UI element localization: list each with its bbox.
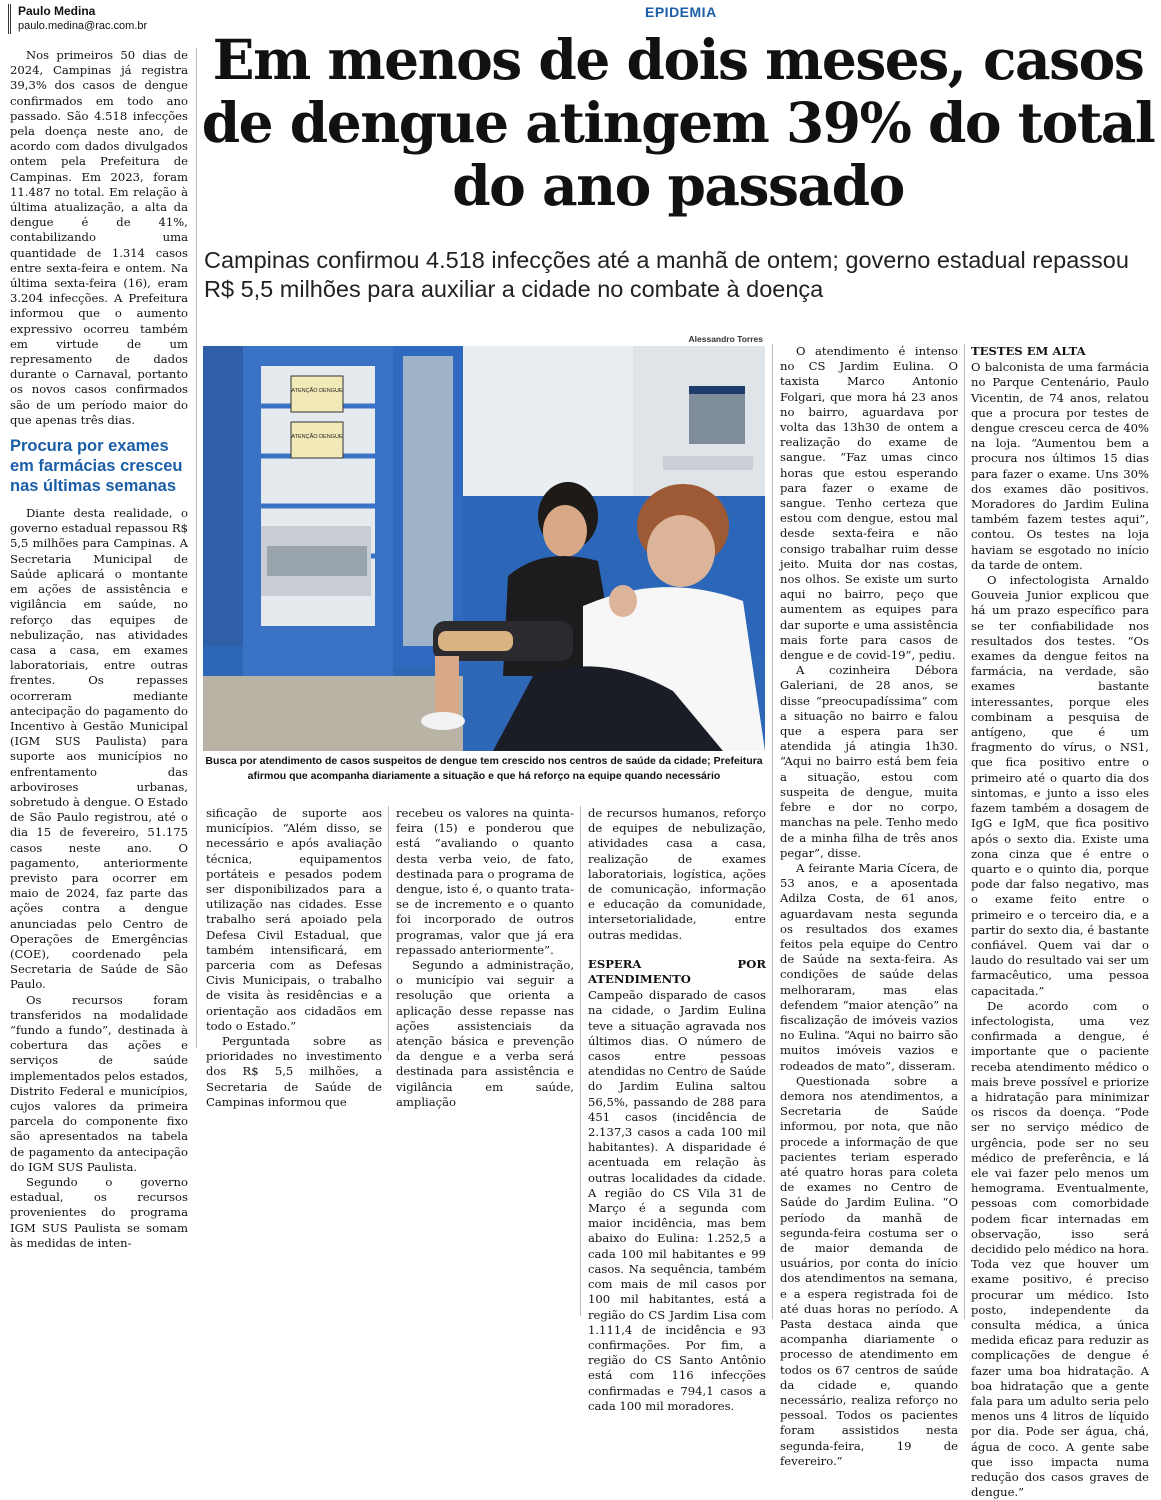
column-6 (971, 344, 1149, 1500)
photo-credit: Alessandro Torres (688, 334, 763, 344)
author-name: Paulo Medina (18, 4, 96, 18)
photo-caption: Busca por atendimento de casos suspeitos de dengue tem crescido nos centros de saúde da cidade; Prefeitura afirmou que acompanha diariamente a situação e que há reforço na equipe quando necessário (205, 755, 763, 782)
section-kicker: EPIDEMIA (645, 4, 717, 20)
paragraph: De acordo com o infectologista, uma vez confirmada a dengue, é importante que o paciente receba atendimento médico o mais breve possível e priorize a hidratação para minimizar os riscos da doença. “Pode ser no serviço médico de urgência, pode ser no seu médico de preferência, e lá ele vai fazer pelo menos um hemograma. Eventualmente, pessoas com comorbidade podem ficar internadas em observação, isso será decidido pelo médico na hora. Toda vez que houver um exame positivo, é preciso procurar um médico. Isto posto, independente da consulta médica, a única medida eficaz para reduzir as complicações de dengue é fazer uma boa hidratação. A boa hidratação que a gente fala para um adulto seria pelo menos uns 4 litros de líquido por dia. Pode ser água, chá, água de coco. A gente sabe que isso impacta numa redução dos casos graves de dengue.” (971, 998, 1149, 1500)
column-divider (772, 344, 773, 1319)
side-headline: Procura por exames em farmácias cresceu nas últimas semanas (10, 437, 183, 496)
paragraph: Diante desta realidade, o governo estadual repassou R$ 5,5 milhões para Campinas. A Secretaria Municipal de Saúde aplicará o montante em ações de assistência e vigilância em saúde, no reforço das equipes de nebulização, nas atividades casa a casa, em exames laboratoriais, entre outras frentes. Os repasses ocorreram mediante antecipação do pagamento do Incentivo à Gestão Municipal (IGM SUS Paulista) para suporte aos municípios no enfrentamento das arboviroses urbanas, sobretudo à dengue. O Estado de São Paulo registrou, até o dia 15 de fevereiro, 51.175 casos neste ano. O pagamento, anteriormente previsto para ocorrer em maio de 2024, faz parte das ações contra a dengue anunciadas pelo Centro de Operações de Emergências (COE), coordenado pela Secretaria de Saúde de São Paulo. (10, 506, 189, 992)
paragraph: sificação de suporte aos municípios. “Além disso, se necessário e após avaliação técnica, equipamentos portáteis e pesados podem ser disponibilizados para a utilização nas cidades. Esse trabalho será apoiado pela Defesa Civil Estadual, que também intensificará, em parceria com as Defesas Civis Municipais, o trabalho de visita às residências e a orientação aos cidadãos em todo o Estado.” (206, 806, 382, 1033)
column-4 (588, 806, 766, 1414)
column-divider (964, 344, 965, 1319)
paragraph: Segundo a administração, o município vai seguir a resolução que orienta a aplicação desse repasse nas ações assistenciais da atenção básica e prevenção da dengue e a verba será destinada para assistência e vigilância em saúde, ampliação (396, 958, 574, 1109)
subhead: ESPERA POR ATENDIMENTO (588, 956, 766, 987)
dengue-sign: ATENÇÃO DENGUE (291, 388, 343, 394)
paragraph: O balconista de uma farmácia no Parque Centenário, Paulo Vicentin, de 74 anos, relatou que a procura por testes de dengue cresceu cerca de 40% na loja. “Aumentou bem a procura nos últimos 15 dias para fazer o exame. Uns 30% dos exames dão positivos. Moradores do Jardim Eulina também fazem testes aqui”, contou. Os testes na loja haviam se esgotado no início da tarde de ontem. (971, 360, 1149, 572)
column-5 (780, 344, 958, 1469)
paragraph: Questionada sobre a demora nos atendimentos, a Secretaria de Saúde informou, por nota, que não procede a informação de que pacientes teriam esperado até quatro horas para coleta de exames no Centro de Saúde do Jardim Eulina. “O período da manhã de segunda-feira costuma ser o de maior demanda de usuários, por conta do início dos atendimentos na semana, e a espera registrada foi de até duas horas no período. A Pasta destaca ainda que acompanha diariamente o processo de atendimento em todos os 67 centros de saúde da cidade e, quando necessário, realiza reforço no pessoal. Todos os pacientes foram assistidos nesta segunda-feira, 19 de fevereiro.” (780, 1073, 958, 1468)
byline (8, 4, 147, 34)
column-3 (396, 806, 574, 1110)
paragraph: Campeão disparado de casos na cidade, o Jardim Eulina teve a situação agravada nos últimos dias. O número de casos entre pessoas atendidas no Centro de Saúde do Jardim Eulina saltou 56,5%, passando de 288 para 451 casos (incidência de 2.137,3 casos a cada 100 mil habitantes). A disparidade é acentuada em relação às outras localidades da cidade. A região do CS Vila 31 de Março é a segunda com maior incidência, mas bem abaixo do Eulina: 1.252,5 a cada 100 mil habitantes e 99 casos. Na sequência, também com mais de mil casos por 100 mil habitantes, está a região do CS Jardim Lisa com 1.111,4 de incidência e 93 confirmações. Por fim, a região do CS Santo Antônio está com 116 infecções confirmadas e 794,1 casos a cada 100 mil moradores. (588, 988, 766, 1413)
deck: Campinas confirmou 4.518 infecções até a manhã de ontem; governo estadual repassou R$ 5,5 milhões para auxiliar a cidade no combate à doença (204, 247, 1129, 302)
column-divider (388, 806, 389, 1051)
paragraph: A cozinheira Débora Galeriani, de 28 anos, se disse “preocupadíssima” com a situação no bairro e falou que a espera para ser atendida já atingia 1h30. “Aqui no bairro está bem feia a situação, estou com suspeita de dengue, muita febre e dor no corpo, manchas na pele. Tenho medo de a minha filha de três anos pegar”, disse. (780, 663, 958, 860)
paragraph: O atendimento é intenso no CS Jardim Eulina. O taxista Marco Antonio Folgari, que mora há 23 anos no bairro, aguardava por volta das 13h30 de ontem a realização do exame de sangue. “Faz umas cinco horas que estou esperando para fazer o exame de sangue. Tenho certeza que estou com dengue, estou mal desde sexta-feira e não consigo trabalhar ruim desse jeito. Muita dor nas costas, nos olhos. Se existe um surto aqui no bairro, peço que aumentem as equipes para dar suporte e uma assistência mais forte para casos de dengue e de covid-19”, pediu. (780, 344, 958, 663)
paragraph: Perguntada sobre as prioridades no investimento dos R$ 5,5 milhões, a Secretaria de Saúde de Campinas informou que (206, 1034, 382, 1109)
paragraph: de recursos humanos, reforço de equipes de nebulização, atividades casa a casa, realização de exames laboratoriais, logística, ações de comunicação, informação e educação da comunidade, intersetorialidade, entre outras medidas. (588, 806, 766, 942)
news-photo (203, 346, 765, 751)
paragraph: Os recursos foram transferidos na modalidade “fundo a fundo”, destinada à cobertura das ações e serviços de saúde implementados pelos estados, Distrito Federal e municípios, cujos valores da primeira parcela do componente fixo são apresentados na tabela de pagamento da antecipação do IGM SUS Paulista. (10, 992, 188, 1174)
paragraph: O infectologista Arnaldo Gouveia Junior explicou que há um prazo específico para se ter confiabilidade nos resultados dos testes. “Os exames da dengue feitos na farmácia, na verdade, são exames bastante interessantes, porque eles combinam a pesquisa de antígeno, que é um fragmento do vírus, o NS1, que fica positivo entre o primeiro até o quarto dia dos sintomas, e junto a isso eles fazem também a dosagem de IgG e IgM, que fica positivo após o sexto dia. Existe uma zona cinza que é entre o quarto e o quinto dia, porque pode dar falso negativo, mas o exame feito entre o primeiro e o terceiro dia, e a partir do sexto dia, é bastante confiável. Quem vai dar o laudo do resultado vai ser um farmacêutico, uma pessoa capacitada.” (971, 573, 1149, 998)
column-2 (206, 806, 382, 1110)
column-divider (196, 48, 197, 1048)
headline: Em menos de dois meses, casos de dengue atingem 39% do total do ano passado (201, 27, 1155, 218)
paragraph: Segundo o governo estadual, os recursos provenientes do programa IGM SUS Paulista se somam às medidas de inten- (10, 1175, 188, 1250)
paragraph: Nos primeiros 50 dias de 2024, Campinas já registra 39,3% dos casos de dengue confirmados em todo ano passado. São 4.518 infecções pela doença neste ano, de acordo com dados divulgados ontem pela Prefeitura de Campinas. Em 2023, foram 11.487 no total. Em relação à última atualização, a alta da dengue é de 41%, contabilizando uma quantidade de 1.314 casos entre sexta-feira e ontem. Na última sexta-feira (16), eram 3.204 infecções. A Prefeitura informou que o aumento expressivo ocorreu também em virtude de um represamento de dados durante o Carnaval, portanto os novos casos confirmados são de um período maior do que apenas três dias. (10, 48, 188, 427)
paragraph: recebeu os valores na quinta-feira (15) e ponderou que está “avaliando o quanto desta verba veio, de fato, destinada para o programa de dengue, isto é, o quanto trata-se de incremento e o quanto foi incorporado de outros programas, valor que já era repassado anteriormente”. (396, 806, 574, 957)
author-email[interactable]: paulo.medina@rac.com.br (18, 20, 148, 32)
dengue-sign: ATENÇÃO DENGUE (291, 434, 343, 440)
subhead: TESTES EM ALTA (971, 344, 1086, 358)
paragraph: A feirante Maria Cícera, de 53 anos, e a aposentada Adilza Costa, de 61 anos, aguardavam nesta segunda os resultados dos exames feitos pela equipe do Centro de Saúde na sexta-feira. As condições de saúde delas melhoraram, mas elas defendem “maior atenção” na fiscalização de imóveis vazios no Eulina. “Aqui no bairro são muitos imóveis vazios e rodeados de mato”, disseram. (780, 860, 958, 1073)
column-1 (10, 48, 188, 1251)
column-divider (580, 806, 581, 1316)
